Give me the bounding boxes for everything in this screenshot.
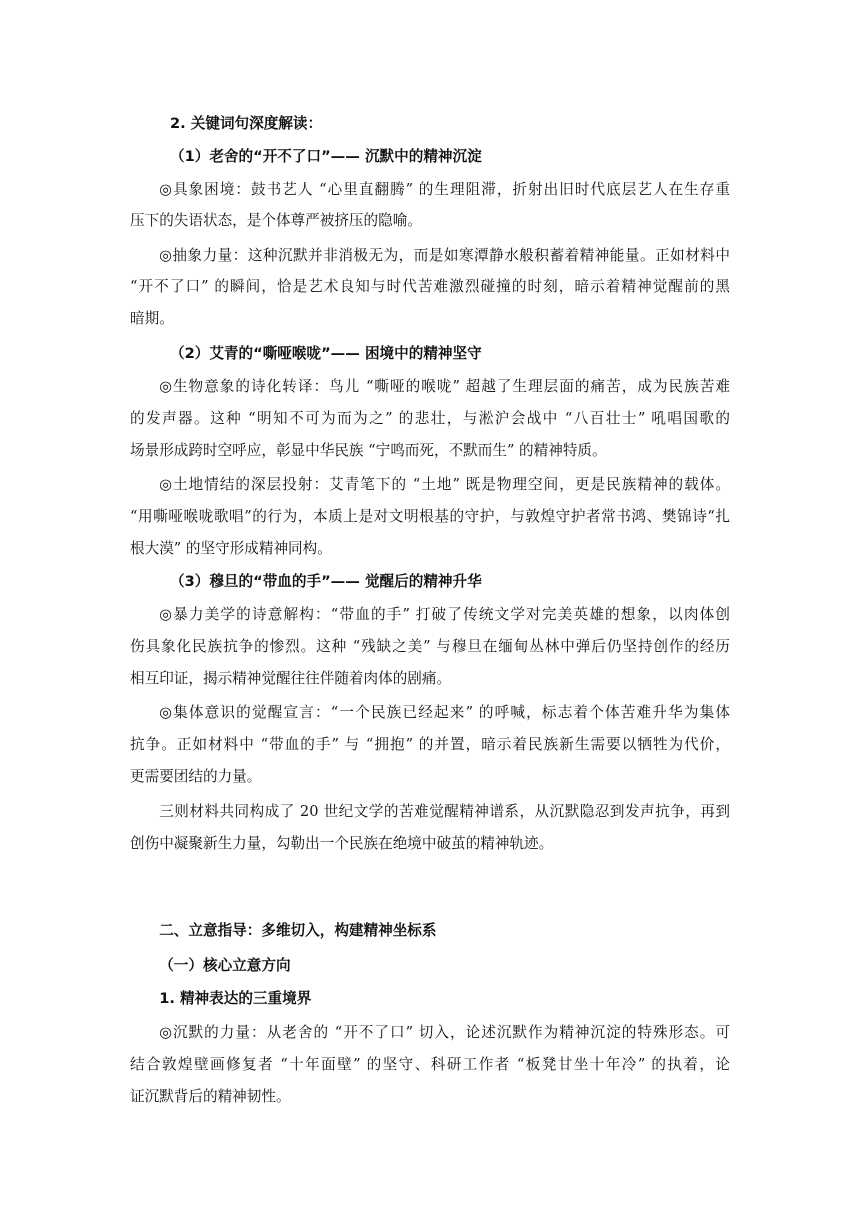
paragraph-line: 相互印证，揭示精神觉醒往往伴随着肉体的剧痛。	[130, 670, 452, 687]
paragraph-line: “开不了口” 的瞬间，恰是艺术良知与时代苦难激烈碰撞的时刻，暗示着精神觉醒前的黑	[130, 278, 730, 295]
paragraph-line: “用嘶哑喉咙歌唱”的行为，本质上是对文明根基的守护，与敦煌守护者常书鸿、樊锦诗“扎	[130, 508, 730, 525]
paragraph-line: ◎土地情结的深层投射：艾青笔下的 “土地” 既是物理空间，更是民族精神的载体。	[159, 476, 730, 493]
paragraph-line: 证沉默背后的精神韧性。	[130, 1088, 291, 1105]
paragraph-line: 结合敦煌壁画修复者 “十年面壁” 的坚守、科研工作者 “板凳甘坐十年冷” 的执着，论	[130, 1056, 730, 1073]
paragraph-line: 暗期。	[130, 310, 174, 327]
subsection-heading: （1）老舍的“开不了口”—— 沉默中的精神沉淀	[170, 148, 482, 165]
section-heading: 2. 关键词句深度解读：	[170, 115, 323, 132]
paragraph-line: ◎沉默的力量：从老舍的 “开不了口” 切入，论述沉默作为精神沉淀的特殊形态。可	[159, 1024, 730, 1041]
paragraph-line: 伤具象化民族抗争的惨烈。这种 “残缺之美” 与穆旦在缅甸丛林中弹后仍坚持创作的经历	[130, 638, 730, 655]
paragraph-line: ◎具象困境：鼓书艺人 “心里直翻腾” 的生理阻滞，折射出旧时代底层艺人在生存重	[159, 181, 730, 198]
point-heading: 1. 精神表达的三重境界	[159, 990, 312, 1007]
paragraph-line: ◎集体意识的觉醒宣言：“一个民族已经起来” 的呼喊，标志着个体苦难升华为集体	[159, 704, 730, 721]
paragraph-line: 抗争。正如材料中 “带血的手” 与 “拥抱” 的并置，暗示着民族新生需要以牺牲为代价，	[130, 736, 730, 753]
paragraph-line: 压下的失语状态，是个体尊严被挤压的隐喻。	[130, 212, 422, 229]
paragraph-line: ◎抽象力量：这种沉默并非消极无为，而是如寒潭静水般积蓄着精神能量。正如材料中	[159, 247, 730, 264]
paragraph-line: ◎生物意象的诗化转译：鸟儿 “嘶哑的喉咙” 超越了生理层面的痛苦，成为民族苦难	[159, 378, 730, 395]
paragraph-line: 根大漠” 的坚守形成精神同构。	[130, 540, 332, 557]
paragraph-line: 的发声器。这种 “明知不可为而为之” 的悲壮，与淞沪会战中 “八百壮士” 吼唱国歌的	[130, 410, 730, 427]
subsection-heading: （一）核心立意方向	[159, 957, 291, 974]
paragraph-line: 创伤中凝聚新生力量，勾勒出一个民族在绝境中破茧的精神轨迹。	[130, 835, 554, 852]
subsection-heading: （3）穆旦的“带血的手”—— 觉醒后的精神升华	[170, 573, 482, 590]
paragraph-line: 三则材料共同构成了 20 世纪文学的苦难觉醒精神谱系，从沉默隐忍到发声抗争，再到	[159, 803, 730, 820]
document-page	[130, 0, 730, 1216]
paragraph-line: 更需要团结的力量。	[130, 768, 262, 785]
part-heading: 二、立意指导：多维切入，构建精神坐标系	[159, 922, 437, 939]
paragraph-line: ◎暴力美学的诗意解构：“带血的手” 打破了传统文学对完美英雄的想象，以肉体创	[159, 606, 730, 623]
paragraph-line: 场景形成跨时空呼应，彰显中华民族 “宁鸣而死，不默而生” 的精神特质。	[130, 442, 607, 459]
subsection-heading: （2）艾青的“嘶哑喉咙”—— 困境中的精神坚守	[170, 345, 482, 362]
